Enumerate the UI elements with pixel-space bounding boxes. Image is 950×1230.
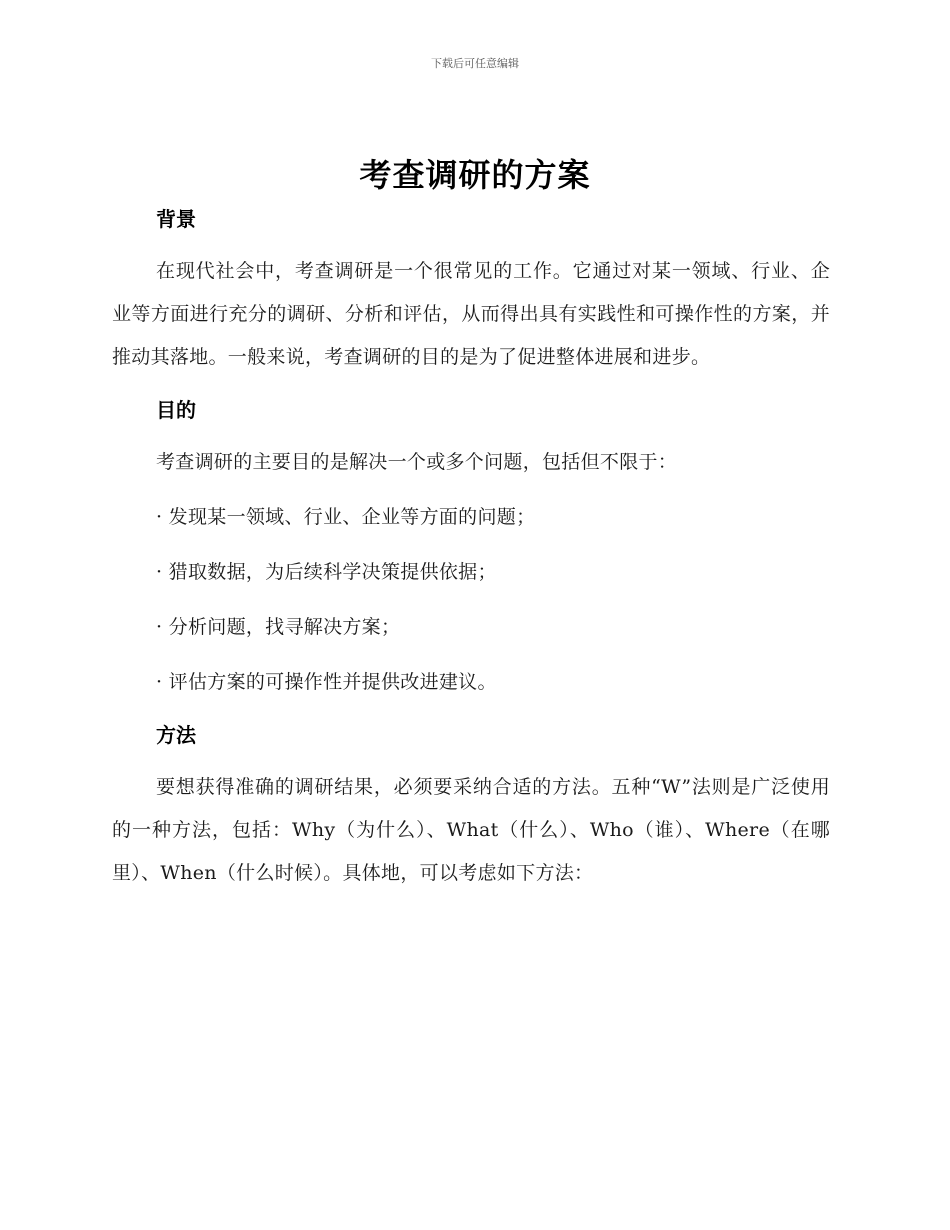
purpose-list-item: · 评估方案的可操作性并提供改进建议。 (156, 671, 497, 693)
document-body (112, 200, 830, 895)
purpose-list-item: · 发现某一领域、行业、企业等方面的问题； (156, 506, 536, 528)
section-heading-method: 方法 (156, 723, 196, 747)
section-heading-purpose: 目的 (156, 398, 196, 422)
background-paragraph: 在现代社会中，考查调研是一个很常见的工作。它通过对某一领域、行业、企业等方面进行充分的调研、分析和评估，从而得出具有实践性和可操作性的方案，并推动其落地。一般来说，考查调研的目的是为了促进整体进展和进步。 (112, 260, 830, 368)
purpose-intro: 考查调研的主要目的是解决一个或多个问题，包括但不限于： (156, 451, 678, 473)
header-note: 下载后可任意编辑 (431, 57, 519, 70)
document-title: 考查调研的方案 (359, 156, 591, 194)
purpose-list-item: · 分析问题，找寻解决方案； (156, 616, 401, 638)
section-heading-background: 背景 (156, 207, 196, 231)
purpose-list-item: · 猎取数据，为后续科学决策提供依据； (156, 561, 497, 583)
method-paragraph: 要想获得准确的调研结果，必须要采纳合适的方法。五种“W”法则是广泛使用的一种方法，包括：Why（为什么）、What（什么）、Who（谁）、Where（在哪里）、When（什么时候）。具体地，可以考虑如下方法： (112, 776, 830, 884)
